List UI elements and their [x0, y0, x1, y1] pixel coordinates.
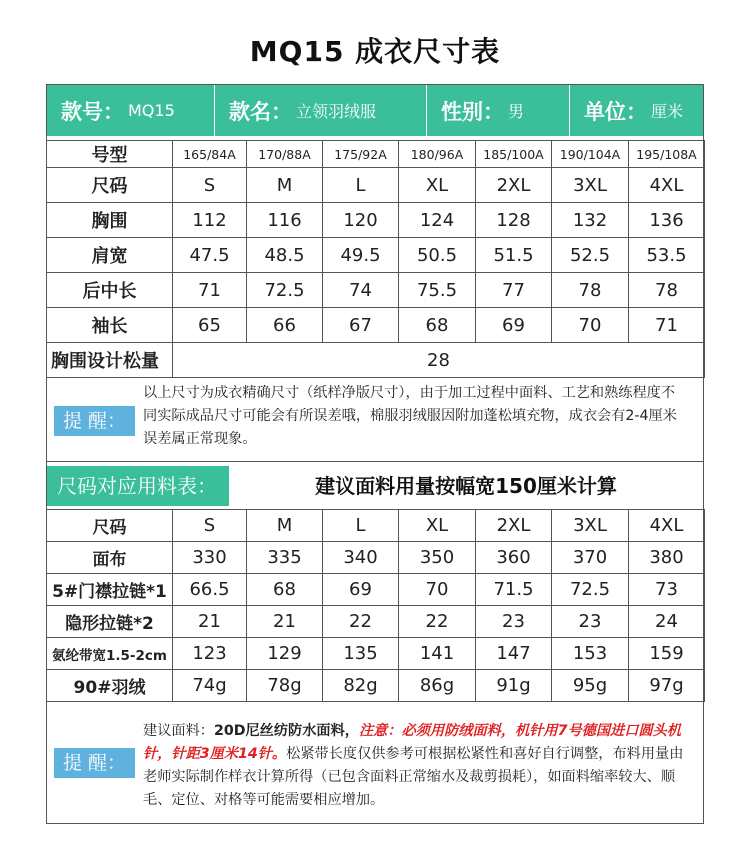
style-name-value: 立领羽绒服: [296, 102, 377, 121]
row-label: 肩宽: [47, 238, 173, 273]
reminder-note-1: [47, 372, 703, 462]
fabric-section-header: [47, 466, 703, 506]
size-header: 4XL: [629, 510, 705, 542]
table-cell: 77: [476, 273, 552, 308]
row-label: 5#门襟拉链*1: [47, 574, 173, 606]
table-cell: 70: [552, 308, 629, 343]
table-cell: 153: [552, 638, 629, 670]
size-header: M: [247, 510, 323, 542]
table-cell: 22: [399, 606, 476, 638]
size-model: 180/96A: [399, 141, 476, 168]
size-model: 190/104A: [552, 141, 629, 168]
table-cell: 123: [173, 638, 247, 670]
table-cell: 112: [173, 203, 247, 238]
fabric-name: 20D尼丝纺防水面料，: [213, 723, 359, 739]
style-no-value: MQ15: [128, 101, 175, 120]
table-cell: XL: [399, 168, 476, 203]
warning-text: 注意：必须用防绒面料，机针用7号德国进口圆头机针，针距3厘米14针。: [143, 723, 681, 762]
fabric-prefix: 建议面料：: [143, 723, 214, 739]
table-cell: 129: [247, 638, 323, 670]
gender-cell: [427, 85, 570, 136]
size-header: 2XL: [476, 510, 552, 542]
table-cell: 340: [323, 542, 399, 574]
reminder-text: 以上尺寸为成衣精确尺寸（纸样净版尺寸），由于加工过程中面料、工艺和熟练程度不同实际成品尺寸可能会有所误差哦，棉服羽绒服因附加蓬松填充物，成衣会有2-4厘米误差属正常现象。: [143, 385, 677, 447]
table-cell: 350: [399, 542, 476, 574]
table-cell: 370: [552, 542, 629, 574]
table-cell: 66.5: [173, 574, 247, 606]
size-model: 195/108A: [629, 141, 705, 168]
table-cell: 74: [323, 273, 399, 308]
size-header: S: [173, 510, 247, 542]
row-label: 尺码: [47, 510, 173, 542]
table-cell: 53.5: [629, 238, 705, 273]
table-cell: 51.5: [476, 238, 552, 273]
table-cell: 91g: [476, 670, 552, 702]
table-cell: 141: [399, 638, 476, 670]
size-table: [46, 140, 705, 378]
table-cell: 147: [476, 638, 552, 670]
info-bar: [47, 85, 703, 136]
reminder-text: [143, 720, 689, 812]
table-cell: 73: [629, 574, 705, 606]
table-cell: 65: [173, 308, 247, 343]
size-model: 170/88A: [247, 141, 323, 168]
size-model: 165/84A: [173, 141, 247, 168]
note-rest: 松紧带长度仅供参考可根据松紧性和喜好自行调整，布料用量由老师实际制作样衣计算所得（已包含面料正常缩水及裁剪损耗），如面料缩率较大、顺毛、定位、对格等可能需要相应增加。: [143, 746, 684, 808]
style-name-label: 款名：: [229, 99, 292, 124]
gender-label: 性别：: [441, 99, 504, 124]
table-cell: 48.5: [247, 238, 323, 273]
table-cell: 4XL: [629, 168, 705, 203]
table-cell: 71.5: [476, 574, 552, 606]
table-cell: 71: [629, 308, 705, 343]
table-cell: 72.5: [247, 273, 323, 308]
size-header: L: [323, 510, 399, 542]
row-label: 尺码: [47, 168, 173, 203]
table-cell: 21: [173, 606, 247, 638]
row-label: 后中长: [47, 273, 173, 308]
table-cell: 71: [173, 273, 247, 308]
table-cell: 78: [552, 273, 629, 308]
reminder-badge: 提 醒：: [54, 748, 135, 778]
table-cell: 335: [247, 542, 323, 574]
row-label: 氨纶带宽1.5-2cm: [47, 638, 173, 670]
style-no-label: 款号：: [61, 99, 124, 124]
table-cell: 21: [247, 606, 323, 638]
table-cell: 132: [552, 203, 629, 238]
reminder-note-2: [47, 705, 703, 823]
unit-label: 单位：: [584, 99, 647, 124]
table-cell: 116: [247, 203, 323, 238]
table-cell: 22: [323, 606, 399, 638]
table-cell: 49.5: [323, 238, 399, 273]
reminder-badge: 提 醒：: [54, 406, 135, 436]
table-cell: 66: [247, 308, 323, 343]
table-cell: 68: [399, 308, 476, 343]
size-header: XL: [399, 510, 476, 542]
table-row: [47, 168, 705, 203]
table-cell: 67: [323, 308, 399, 343]
table-cell: 82g: [323, 670, 399, 702]
fabric-section-label: 尺码对应用料表：: [47, 466, 229, 506]
page-title: MQ15 成衣尺寸表: [249, 35, 501, 68]
row-label: 胸围: [47, 203, 173, 238]
table-cell: M: [247, 168, 323, 203]
table-cell: 69: [476, 308, 552, 343]
table-row: [47, 510, 705, 542]
row-label: 面布: [47, 542, 173, 574]
table-cell: 69: [323, 574, 399, 606]
table-cell: 380: [629, 542, 705, 574]
table-cell: 23: [552, 606, 629, 638]
gender-value: 男: [508, 102, 525, 121]
table-cell: 47.5: [173, 238, 247, 273]
table-cell: L: [323, 168, 399, 203]
row-label: 90#羽绒: [47, 670, 173, 702]
size-model: 175/92A: [323, 141, 399, 168]
unit-cell: [570, 85, 703, 136]
table-row: [47, 308, 705, 343]
table-cell: 68: [247, 574, 323, 606]
style-no-cell: [47, 85, 215, 136]
table-row: [47, 574, 705, 606]
table-cell: 330: [173, 542, 247, 574]
table-cell: 23: [476, 606, 552, 638]
table-cell: 135: [323, 638, 399, 670]
table-cell: 86g: [399, 670, 476, 702]
table-row: [47, 203, 705, 238]
table-cell: 97g: [629, 670, 705, 702]
table-cell: 78g: [247, 670, 323, 702]
fabric-section-title: 建议面料用量按幅宽150厘米计算: [315, 474, 617, 498]
table-row: [47, 606, 705, 638]
table-cell: 128: [476, 203, 552, 238]
table-cell: 95g: [552, 670, 629, 702]
unit-value: 厘米: [651, 102, 684, 121]
row-label: 袖长: [47, 308, 173, 343]
row-label: 号型: [47, 141, 173, 168]
table-cell: 124: [399, 203, 476, 238]
table-cell: 2XL: [476, 168, 552, 203]
table-cell: 136: [629, 203, 705, 238]
row-label: 隐形拉链*2: [47, 606, 173, 638]
table-cell: 360: [476, 542, 552, 574]
table-cell: 74g: [173, 670, 247, 702]
table-cell: 75.5: [399, 273, 476, 308]
table-cell: 159: [629, 638, 705, 670]
table-row: [47, 542, 705, 574]
table-row: [47, 238, 705, 273]
size-model: 185/100A: [476, 141, 552, 168]
size-header: 3XL: [552, 510, 629, 542]
size-chart-frame: [46, 84, 704, 824]
table-cell: S: [173, 168, 247, 203]
fabric-table: [46, 509, 705, 702]
table-row: [47, 141, 705, 168]
table-row: [47, 273, 705, 308]
table-cell: 24: [629, 606, 705, 638]
table-cell: 70: [399, 574, 476, 606]
table-cell: 3XL: [552, 168, 629, 203]
table-cell: 50.5: [399, 238, 476, 273]
table-row: [47, 638, 705, 670]
table-cell: 120: [323, 203, 399, 238]
ease-value: 28: [173, 343, 705, 378]
table-cell: 78: [629, 273, 705, 308]
table-row: [47, 670, 705, 702]
table-cell: 52.5: [552, 238, 629, 273]
table-cell: 72.5: [552, 574, 629, 606]
ease-label: 胸围设计松量: [47, 343, 173, 378]
style-name-cell: [215, 85, 427, 136]
